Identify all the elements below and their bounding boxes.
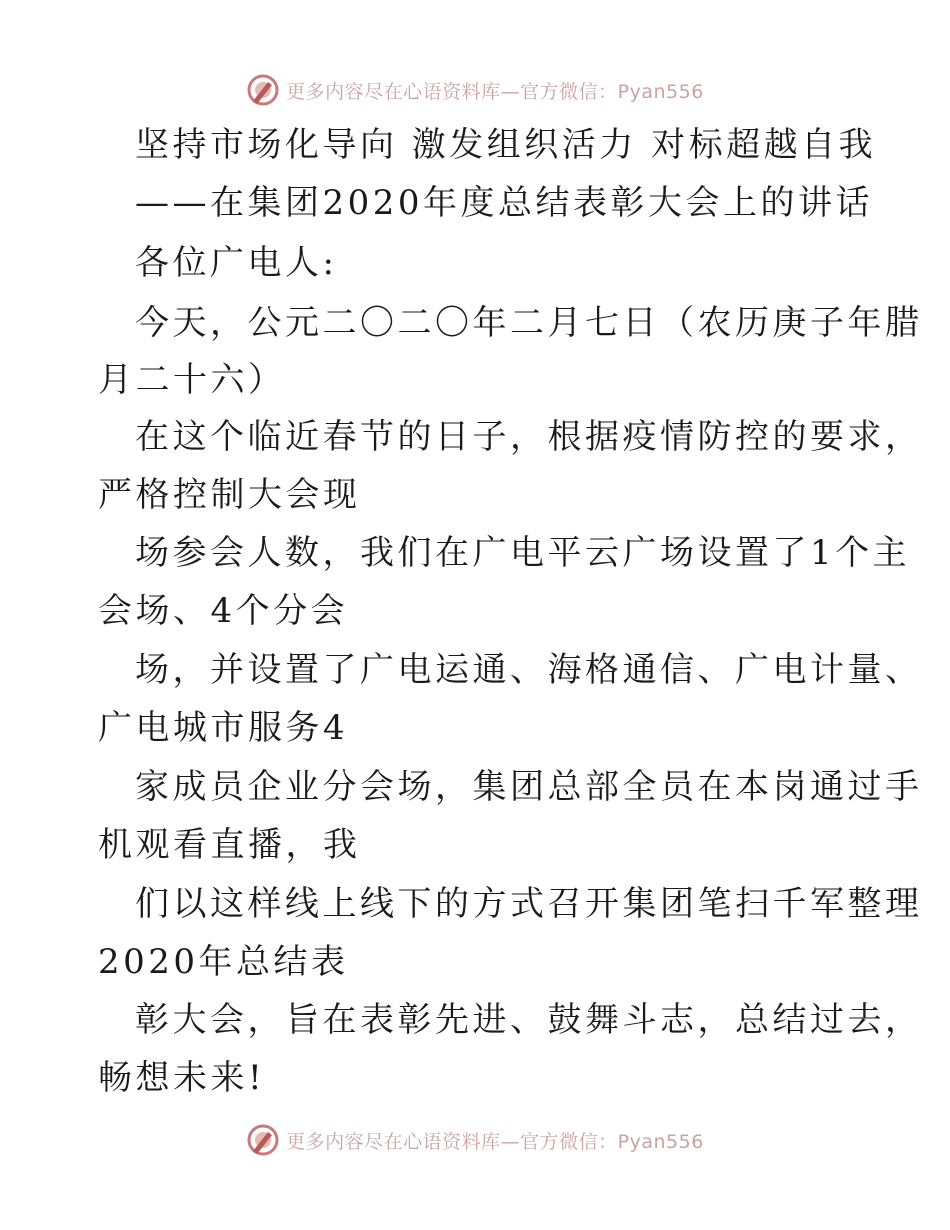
pen-logo-icon	[246, 1123, 280, 1157]
body-line: 畅想未来!	[98, 1058, 266, 1098]
body-line: 严格控制大会现	[98, 475, 361, 515]
body-line: 场，并设置了广电运通、海格通信、广电计量、	[135, 650, 923, 690]
body-line: 家成员企业分会场，集团总部全员在本岗通过手	[135, 767, 923, 807]
body-line: 在这个临近春节的日子，根据疫情防控的要求，	[135, 417, 923, 457]
watermark-banner-top	[0, 70, 950, 110]
body-line: 今天，公元二〇二〇年二月七日（农历庚子年腊	[135, 303, 923, 343]
watermark-banner-bottom	[0, 1120, 950, 1160]
watermark-text: 更多内容尽在心语资料库—官方微信：Pyan556	[286, 1130, 704, 1153]
watermark-text: 更多内容尽在心语资料库—官方微信：Pyan556	[286, 80, 704, 103]
document-subtitle: ——在集团2020年度总结表彰大会上的讲话	[135, 183, 874, 223]
body-line: 月二十六）	[98, 360, 286, 400]
body-line: 彰大会，旨在表彰先进、鼓舞斗志，总结过去，	[135, 1000, 923, 1040]
body-line: 场参会人数，我们在广电平云广场设置了1个主	[135, 533, 911, 573]
body-line: 2020年总结表	[98, 942, 349, 982]
body-line: 机观看直播，我	[98, 825, 361, 865]
body-line: 广电城市服务4	[98, 708, 349, 748]
body-line: 们以这样线上线下的方式召开集团笔扫千军整理	[135, 884, 923, 924]
salutation: 各位广电人:	[135, 243, 338, 283]
body-line: 会场、4个分会	[98, 591, 349, 631]
pen-logo-icon	[246, 73, 280, 107]
document-title: 坚持市场化导向 激发组织活力 对标超越自我	[135, 125, 877, 165]
